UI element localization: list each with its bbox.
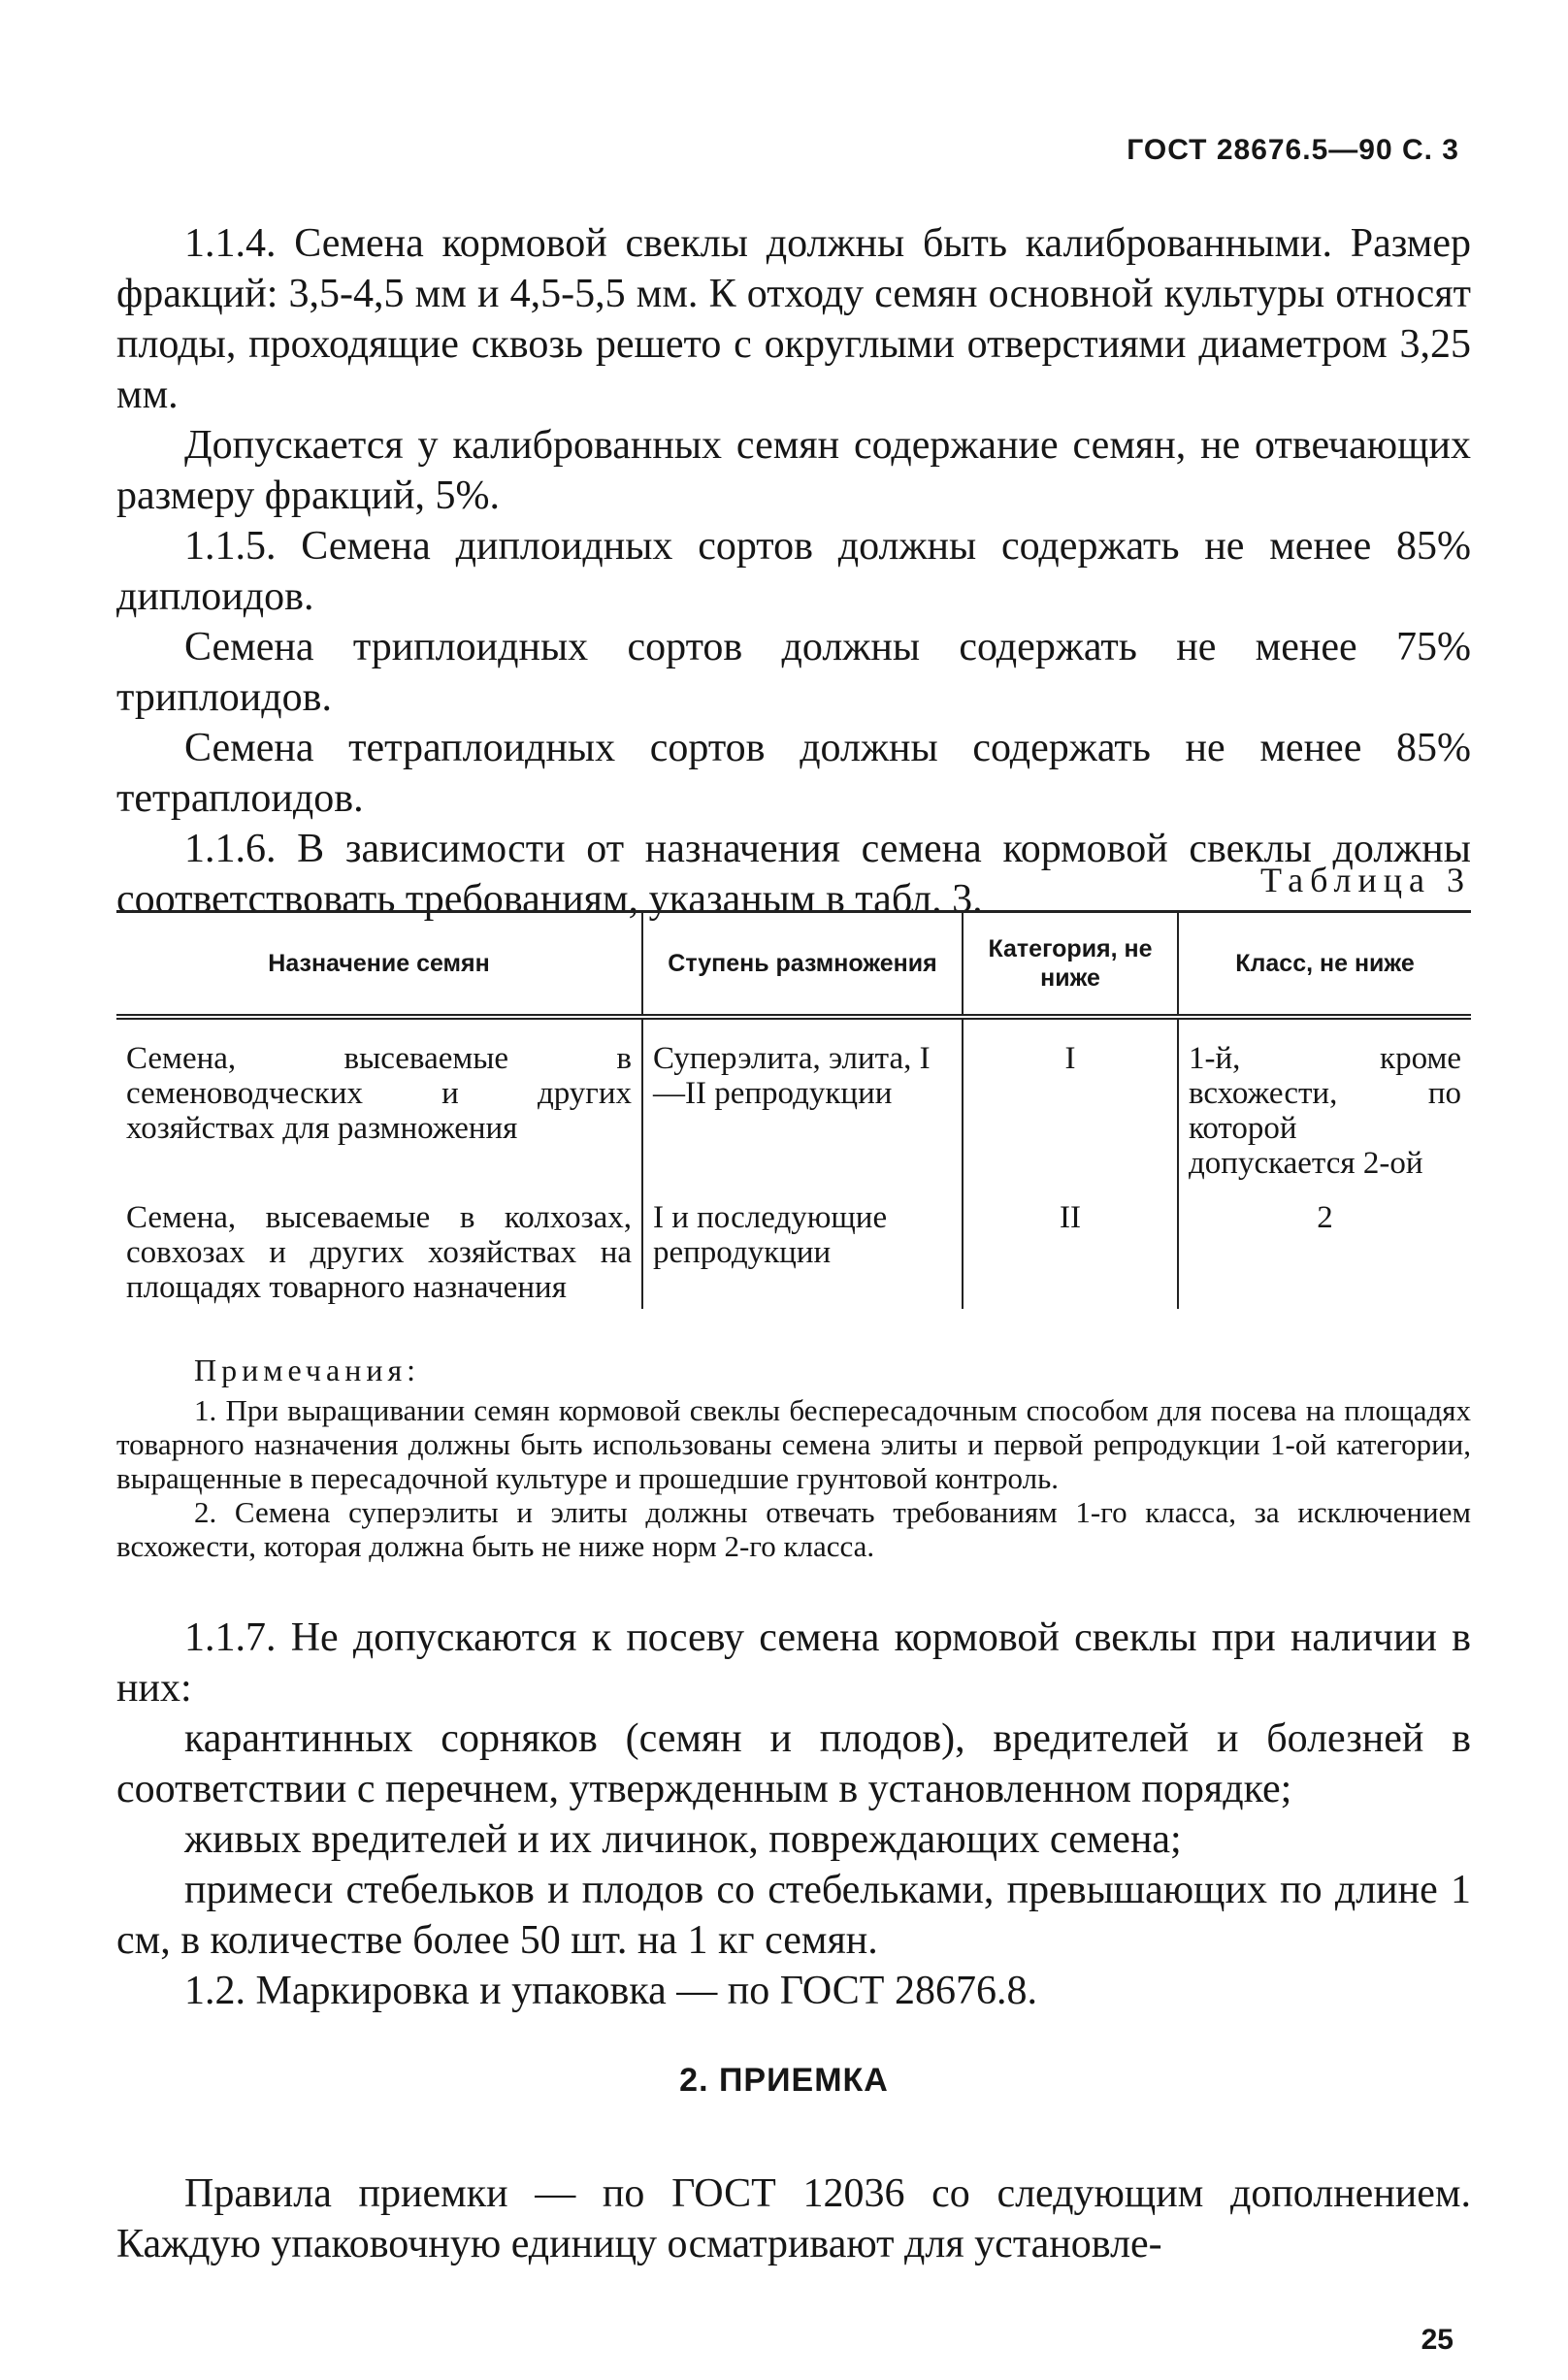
page-number: 25 [1421,2324,1454,2356]
paragraph-1-1-5: 1.1.5. Семена диплоидных сортов должны содержать не менее 85% диплоидов. [116,524,1471,619]
paragraph-1-2: 1.2. Маркировка и упаковка — по ГОСТ 28676.8. [184,1969,1037,2013]
notes-title: Примечания: [194,1353,421,1387]
paragraph-1-1-6: 1.1.6. В зависимости от назначения семена кормовой свеклы должны соответствовать требованиям, указаным в табл. 3. [116,827,1471,922]
cell-grade: 1-й, кроме всхожести, по которой допускается 2-ой [1178,1017,1471,1190]
cell-category: I [963,1017,1178,1190]
running-header: ГОСТ 28676.5—90 С. 3 [1127,134,1459,166]
prohibitions-text [116,1613,1471,2016]
table-header-row [116,912,1471,1018]
table-row [116,1017,1471,1190]
requirements-text [116,218,1471,925]
cell-stage: I и последующие репродукции [642,1190,963,1309]
paragraph-acceptance: Правила приемки — по ГОСТ 12036 со следующим дополнением. Каждую упаковочную единицу осматривают для установле- [116,2171,1471,2266]
note-2: 2. Семена суперэлиты и элиты должны отвечать требованиям 1-го класса, за исключением всхожести, которая должна быть не ниже норм 2-го класса. [116,1495,1471,1563]
cell-category: II [963,1190,1178,1309]
table-notes [116,1353,1471,1563]
column-header-category: Категория, не ниже [963,912,1178,1018]
cell-purpose: Семена, высеваемые в семеноводческих и других хозяйствах для размножения [126,1041,632,1146]
paragraph-triploid: Семена триплоидных сортов должны содержать не менее 75% триплоидов. [116,625,1471,720]
paragraph-quarantine: карантинных сорняков (семян и плодов), вредителей и болезней в соответствии с перечнем, утвержденным в установленном порядке; [116,1716,1471,1811]
table-row [116,1190,1471,1309]
paragraph-stalks: примеси стебельков и плодов со стебельками, превышающих по длине 1 см, в количестве более 50 шт. на 1 кг семян. [116,1868,1471,1963]
table-caption: Таблица 3 [1260,861,1471,899]
section-heading: 2. ПРИЕМКА [679,2062,889,2099]
paragraph-1-1-7: 1.1.7. Не допускаются к посеву семена кормовой свеклы при наличии в них: [116,1615,1471,1711]
paragraph-1-1-4: 1.1.4. Семена кормовой свеклы должны быть калиброванными. Размер фракций: 3,5-4,5 мм и 4,5-5,5 мм. К отходу семян основной культуры относят плоды, проходящие сквозь решето с округлыми отверстиями диаметром 3,25 мм. [116,221,1471,417]
column-header-purpose: Назначение семян [116,912,642,1018]
column-header-stage: Ступень размножения [642,912,963,1018]
column-header-grade: Класс, не ниже [1178,912,1471,1018]
paragraph-calibrated-tolerance: Допускается у калиброванных семян содержание семян, не отвечающих размеру фракций, 5%. [116,423,1471,518]
cell-purpose: Семена, высеваемые в колхозах, совхозах и других хозяйствах на площадях товарного назначения [126,1200,632,1305]
paragraph-live-pests: живых вредителей и их личинок, повреждающих семена; [184,1817,1182,1862]
acceptance-text [116,2168,1471,2269]
cell-stage: Суперэлита, элита, I—II репродукции [642,1017,963,1190]
paragraph-tetraploid: Семена тетраплоидных сортов должны содержать не менее 85% тетраплоидов. [116,726,1471,821]
seed-requirements-table [116,910,1471,1309]
cell-grade: 2 [1178,1190,1471,1309]
note-1: 1. При выращивании семян кормовой свеклы беспересадочным способом для посева на площадях товарного назначения должны быть использованы семена элиты и первой репродукции 1-ой категории, выращенные в пересадочной культуре и прошедшие грунтовой контроль. [116,1393,1471,1495]
